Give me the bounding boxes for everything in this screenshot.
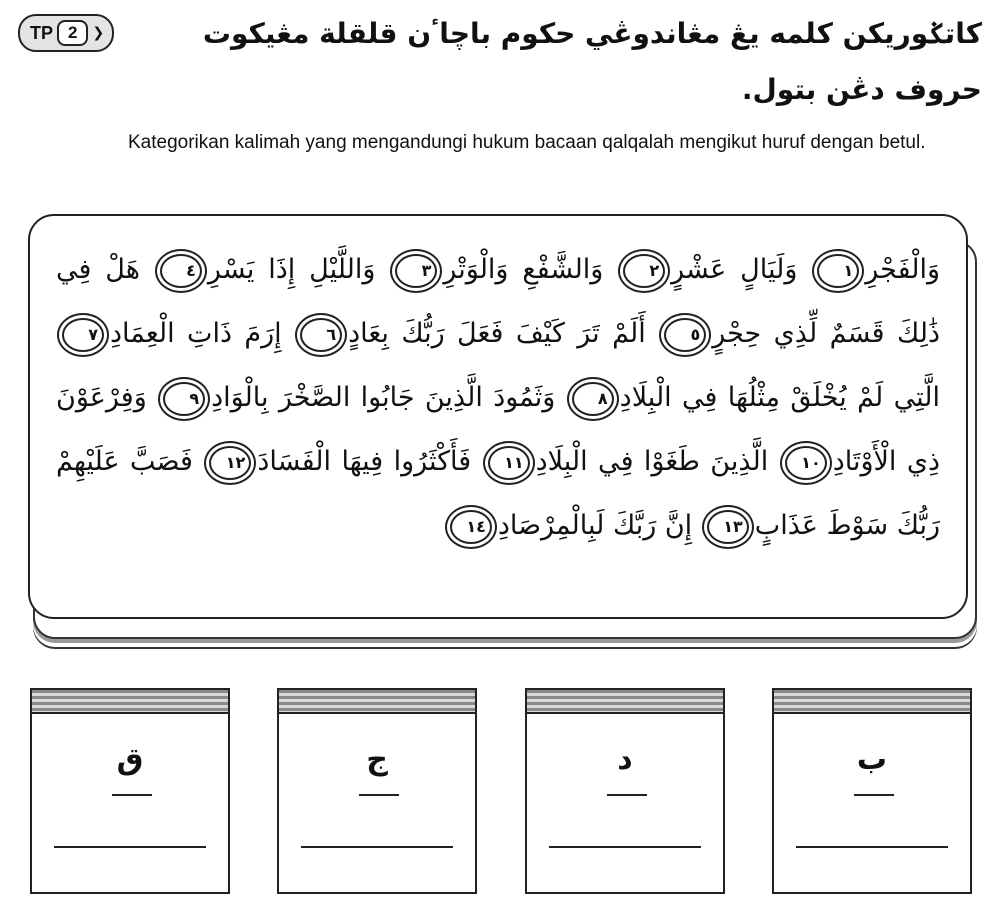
ayah-number-marker: ٩: [163, 382, 205, 416]
answer-card-dal: [525, 688, 725, 894]
card-header-stripe: [279, 690, 475, 714]
ayah-number-marker: ١٢: [209, 446, 251, 480]
answer-line[interactable]: [796, 846, 948, 848]
ayah-number-marker: ٤: [160, 254, 202, 288]
answer-card-ba: [772, 688, 972, 894]
answer-line[interactable]: [54, 846, 206, 848]
verse-list: [56, 238, 940, 558]
answer-card-jim: [277, 688, 477, 894]
ayah-number-marker: ١: [817, 254, 859, 288]
ayah-number-marker: ١١: [488, 446, 530, 480]
verse: [482, 446, 769, 477]
jawi-instruction-title: كاتݢوريكن كلمه يڠ مڠاندوڠي حکوم باچاٴن قلقلة مڠيکوت حروف دڠن بتول.: [202, 17, 982, 106]
card-letter: ق: [116, 742, 144, 777]
ayah-number-marker: ١٤: [450, 510, 492, 544]
verse-text: وَالْفَجْرِ: [865, 254, 941, 285]
verse: [617, 254, 797, 285]
verse-text: وَلَيَالٍ عَشْرٍ: [671, 254, 798, 285]
card-letter: ج: [366, 742, 388, 777]
verse-text: وَثَمُودَ الَّذِينَ جَابُوا الصَّخْرَ بِالْوَادِ: [211, 382, 556, 413]
tp-level-number: 2: [57, 20, 88, 46]
verse: [294, 318, 646, 349]
card-letter: د: [617, 742, 633, 777]
verse-text: وَاللَّيْلِ إِذَا يَسْرِ: [207, 254, 376, 285]
verse: [389, 254, 603, 285]
ayah-number-marker: ٣: [395, 254, 437, 288]
verse-text: وَفِرْعَوْنَ ذِي الْأَوْتَادِ: [56, 382, 940, 477]
tp-level-badge: [18, 14, 114, 52]
verse-panel: [28, 214, 968, 619]
letter-underline: [359, 794, 399, 796]
verse: [811, 254, 940, 285]
verse: [444, 510, 692, 541]
letter-underline: [112, 794, 152, 796]
verse: [566, 382, 940, 413]
verse-text: إِرَمَ ذَاتِ الْعِمَادِ: [110, 318, 282, 349]
letter-underline: [607, 794, 647, 796]
chevron-right-icon: ❯: [92, 25, 105, 41]
verse-text: إِنَّ رَبَّكَ لَبِالْمِرْصَادِ: [497, 510, 693, 541]
letter-underline: [854, 794, 894, 796]
verse-text: هَلْ فِي ذَٰلِكَ قَسَمٌ لِّذِي حِجْرٍ: [56, 254, 941, 349]
verse: [154, 254, 376, 285]
ayah-number-marker: ٢: [623, 254, 665, 288]
ayah-number-marker: ٦: [300, 318, 342, 352]
ayah-number-marker: ٨: [572, 382, 614, 416]
answer-line[interactable]: [549, 846, 701, 848]
verse-text: الَّتِي لَمْ يُخْلَقْ مِثْلُهَا فِي الْبِلَادِ: [619, 382, 940, 413]
ayah-number-marker: ٧: [62, 318, 104, 352]
ayah-number-marker: ٥: [664, 318, 706, 352]
tp-label: TP: [30, 22, 54, 43]
verse-text: الَّذِينَ طَغَوْا فِي الْبِلَادِ: [535, 446, 769, 477]
answer-line[interactable]: [301, 846, 453, 848]
card-header-stripe: [32, 690, 228, 714]
verse: [56, 318, 282, 349]
card-header-stripe: [527, 690, 723, 714]
ayah-number-marker: ١٣: [707, 510, 749, 544]
verse: [157, 382, 555, 413]
verse-text: فَأَكْثَرُوا فِيهَا الْفَسَادَ: [257, 446, 472, 477]
instruction-text: Kategorikan kalimah yang mengandungi hukum bacaan qalqalah mengikut huruf dengan betul.: [128, 132, 926, 153]
verse-text: وَالشَّفْعِ وَالْوَتْرِ: [443, 254, 604, 285]
answer-card-qaf: [30, 688, 230, 894]
verse-text: أَلَمْ تَرَ كَيْفَ فَعَلَ رَبُّكَ بِعَادٍ: [348, 318, 646, 349]
verse-text: فَصَبَّ عَلَيْهِمْ رَبُّكَ سَوْطَ عَذَابٍ: [56, 446, 940, 541]
verse: [203, 446, 471, 477]
ayah-number-marker: ١٠: [785, 446, 827, 480]
card-letter: ب: [856, 742, 888, 777]
card-header-stripe: [774, 690, 970, 714]
